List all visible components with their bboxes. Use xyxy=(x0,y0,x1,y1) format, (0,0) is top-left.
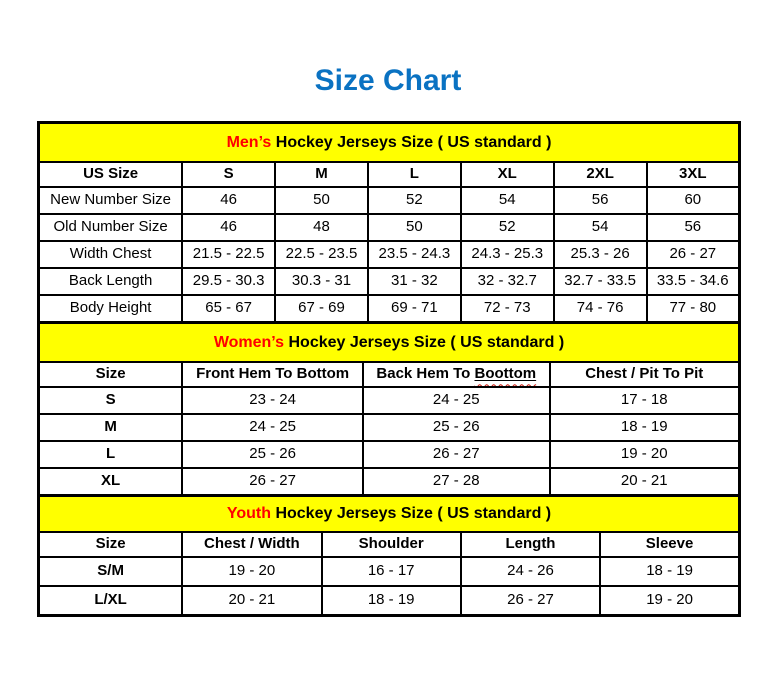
size-value: 24.3 - 25.3 xyxy=(461,241,554,268)
size-value: 20 - 21 xyxy=(182,586,321,616)
table-banner xyxy=(39,496,740,533)
table-row xyxy=(39,387,740,414)
size-value: 23.5 - 24.3 xyxy=(368,241,461,268)
size-value: 29.5 - 30.3 xyxy=(182,268,275,295)
page-title: Size Chart xyxy=(314,64,462,97)
column-header: Length xyxy=(461,532,600,557)
womens-size-table xyxy=(37,321,741,497)
table-row xyxy=(39,241,740,268)
youth-size-table xyxy=(37,494,741,617)
size-value: 33.5 - 34.6 xyxy=(647,268,740,295)
size-value: 31 - 32 xyxy=(368,268,461,295)
size-value: 50 xyxy=(368,214,461,241)
size-value: 32.7 - 33.5 xyxy=(554,268,647,295)
size-value: 27 - 28 xyxy=(363,468,549,496)
size-value: 65 - 67 xyxy=(182,295,275,323)
size-value: 23 - 24 xyxy=(182,387,363,414)
size-value: 52 xyxy=(461,214,554,241)
row-label: New Number Size xyxy=(39,187,183,214)
size-value: 26 - 27 xyxy=(363,441,549,468)
column-header: XL xyxy=(461,162,554,187)
size-value: 50 xyxy=(275,187,368,214)
table-row xyxy=(39,586,740,616)
size-value: 21.5 - 22.5 xyxy=(182,241,275,268)
size-value: 26 - 27 xyxy=(182,468,363,496)
column-header: Sleeve xyxy=(600,532,739,557)
column-header: Back Hem To Boottom xyxy=(363,362,549,387)
mens-size-table xyxy=(37,121,741,324)
size-value: 60 xyxy=(647,187,740,214)
banner-highlight: Men’s xyxy=(226,133,272,151)
row-label: Old Number Size xyxy=(39,214,183,241)
row-label: S xyxy=(39,387,183,414)
table-banner xyxy=(39,123,740,163)
size-value: 25 - 26 xyxy=(363,414,549,441)
table-row xyxy=(39,468,740,496)
banner-text: Hockey Jerseys Size ( US standard ) xyxy=(271,505,552,523)
table-row xyxy=(39,441,740,468)
size-value: 22.5 - 23.5 xyxy=(275,241,368,268)
size-value: 19 - 20 xyxy=(550,441,740,468)
table-row xyxy=(39,295,740,323)
row-label: Body Height xyxy=(39,295,183,323)
column-header: 2XL xyxy=(554,162,647,187)
column-header: Chest / Pit To Pit xyxy=(550,362,740,387)
size-value: 56 xyxy=(554,187,647,214)
column-header: 3XL xyxy=(647,162,740,187)
size-value: 30.3 - 31 xyxy=(275,268,368,295)
size-tables-container xyxy=(37,121,741,617)
size-value: 48 xyxy=(275,214,368,241)
row-label: S/M xyxy=(39,557,183,586)
column-header: M xyxy=(275,162,368,187)
size-value: 74 - 76 xyxy=(554,295,647,323)
table-banner xyxy=(39,323,740,363)
row-label: XL xyxy=(39,468,183,496)
size-value: 24 - 26 xyxy=(461,557,600,586)
size-value: 56 xyxy=(647,214,740,241)
size-value: 16 - 17 xyxy=(322,557,461,586)
column-header: Shoulder xyxy=(322,532,461,557)
banner-text: Hockey Jerseys Size ( US standard ) xyxy=(271,133,552,151)
row-label: M xyxy=(39,414,183,441)
size-value: 46 xyxy=(182,214,275,241)
row-label: Back Length xyxy=(39,268,183,295)
column-header: US Size xyxy=(39,162,183,187)
table-row xyxy=(39,414,740,441)
column-header: Chest / Width xyxy=(182,532,321,557)
size-value: 25 - 26 xyxy=(182,441,363,468)
size-value: 26 - 27 xyxy=(647,241,740,268)
size-value: 20 - 21 xyxy=(550,468,740,496)
size-value: 54 xyxy=(554,214,647,241)
size-value: 17 - 18 xyxy=(550,387,740,414)
size-value: 72 - 73 xyxy=(461,295,554,323)
size-value: 77 - 80 xyxy=(647,295,740,323)
size-value: 52 xyxy=(368,187,461,214)
size-value: 25.3 - 26 xyxy=(554,241,647,268)
size-value: 32 - 32.7 xyxy=(461,268,554,295)
column-header: Front Hem To Bottom xyxy=(182,362,363,387)
banner-highlight: Youth xyxy=(226,505,271,523)
column-header: Size xyxy=(39,362,183,387)
row-label: Width Chest xyxy=(39,241,183,268)
size-value: 69 - 71 xyxy=(368,295,461,323)
size-value: 19 - 20 xyxy=(600,586,739,616)
banner-highlight: Women’s xyxy=(213,333,285,351)
size-value: 67 - 69 xyxy=(275,295,368,323)
row-label: L xyxy=(39,441,183,468)
size-value: 18 - 19 xyxy=(600,557,739,586)
table-row xyxy=(39,268,740,295)
size-value: 26 - 27 xyxy=(461,586,600,616)
size-value: 19 - 20 xyxy=(182,557,321,586)
banner-text: Hockey Jerseys Size ( US standard ) xyxy=(284,333,565,351)
column-header: S xyxy=(182,162,275,187)
size-value: 24 - 25 xyxy=(363,387,549,414)
row-label: L/XL xyxy=(39,586,183,616)
size-value: 18 - 19 xyxy=(322,586,461,616)
misspelled-word: Boottom xyxy=(474,365,537,383)
table-row xyxy=(39,214,740,241)
column-header: L xyxy=(368,162,461,187)
size-value: 18 - 19 xyxy=(550,414,740,441)
table-row xyxy=(39,187,740,214)
size-value: 54 xyxy=(461,187,554,214)
size-value: 46 xyxy=(182,187,275,214)
table-row xyxy=(39,557,740,586)
column-header: Size xyxy=(39,532,183,557)
size-value: 24 - 25 xyxy=(182,414,363,441)
